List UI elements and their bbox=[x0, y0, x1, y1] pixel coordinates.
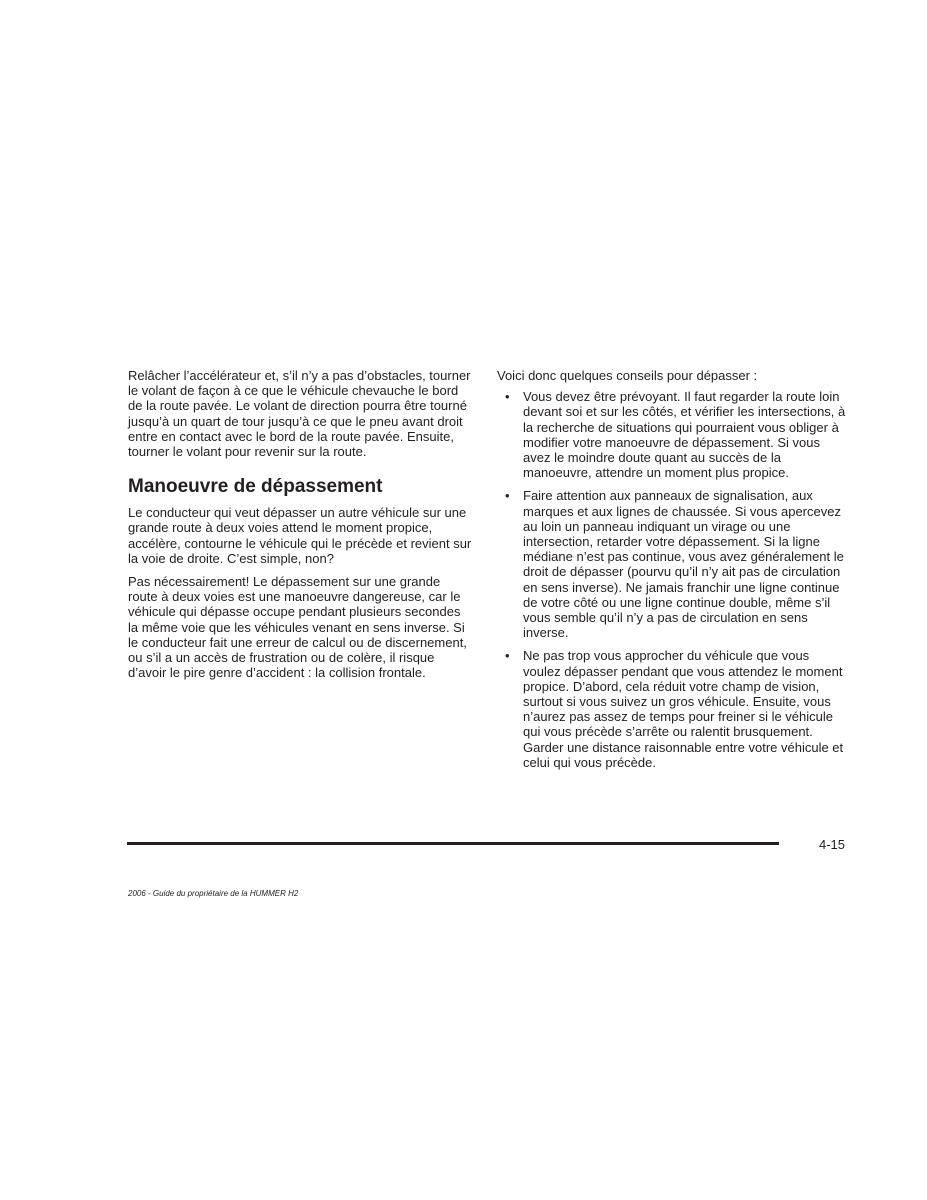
list-item bbox=[497, 648, 847, 770]
tips-intro: Voici donc quelques conseils pour dépasser : bbox=[497, 368, 758, 383]
list-item bbox=[497, 389, 847, 480]
list-item-text: Faire attention aux panneaux de signalisation, aux marques et aux lignes de chaussée. Si vous apercevez au loin un panneau indiquant un virage ou une intersection, retarder votre dépassement. Si la ligne médiane n’est pas continue, vous avez généralement le droit de dépasser (pourvu qu’il n’y ait pas de circulation en sens inverse). Ne jamais franchir une ligne continue de votre côté ou une ligne continue double, même s’il vous semble qu’il n’y a pas de circulation en sens inverse. bbox=[523, 488, 844, 641]
footer-divider bbox=[127, 842, 779, 845]
paragraph-2: Pas nécessairement! Le dépassement sur une grande route à deux voies est une manoeuvre dangereuse, car le véhicule qui dépasse occupe pendant plusieurs secondes la même voie que les véhicules venant en sens inverse. Si le conducteur fait une erreur de calcul ou de discernement, ou s’il a un accès de frustration ou de colère, il risque d’avoir le pire genre d’accident : la collision frontale. bbox=[128, 574, 467, 681]
bullet-icon: • bbox=[505, 648, 510, 664]
intro-paragraph: Relâcher l’accélérateur et, s’il n’y a pas d’obstacles, tourner le volant de façon à ce que le véhicule chevauche le bord de la route pavée. Le volant de direction pourra être tourné jusqu’à un quart de tour jusqu’à ce que le pneu avant droit entre en contact avec le bord de la route pavée. Ensuite, tourner le volant pour revenir sur la route. bbox=[128, 368, 471, 460]
list-item-text: Ne pas trop vous approcher du véhicule que vous voulez dépasser pendant que vous attendez le moment propice. D’abord, cela réduit votre champ de vision, surtout si vous suivez un gros véhicule. Ensuite, vous n’aurez pas assez de temps pour freiner si le véhicule qui vous précède s’arrête ou ralentit brusquement. Garder une distance raisonnable entre votre véhicule et celui qui vous précède. bbox=[523, 648, 844, 770]
left-column bbox=[128, 368, 473, 688]
section-heading: Manoeuvre de dépassement bbox=[128, 476, 383, 498]
footer-text: 2006 - Guide du propriétaire de la HUMMER H2 bbox=[128, 889, 299, 898]
list-item bbox=[497, 488, 847, 640]
list-item-text: Vous devez être prévoyant. Il faut regarder la route loin devant soi et sur les côtés, et vérifier les intersections, à la recherche de situations qui pourraient vous obliger à modifier votre manoeuvre de dépassement. Si vous avez le moindre doute quant au succès de la manoeuvre, attendre un moment plus propice. bbox=[523, 389, 846, 481]
tips-list bbox=[497, 389, 847, 770]
page-number: 4-15 bbox=[818, 837, 845, 852]
paragraph-1: Le conducteur qui veut dépasser un autre véhicule sur une grande route à deux voies attend le moment propice, accélère, contourne le véhicule qui le précède et revient sur la voie de droite. C’est simple, non? bbox=[128, 505, 472, 566]
bullet-icon: • bbox=[505, 488, 510, 504]
bullet-icon: • bbox=[505, 389, 510, 405]
right-column bbox=[497, 368, 847, 778]
